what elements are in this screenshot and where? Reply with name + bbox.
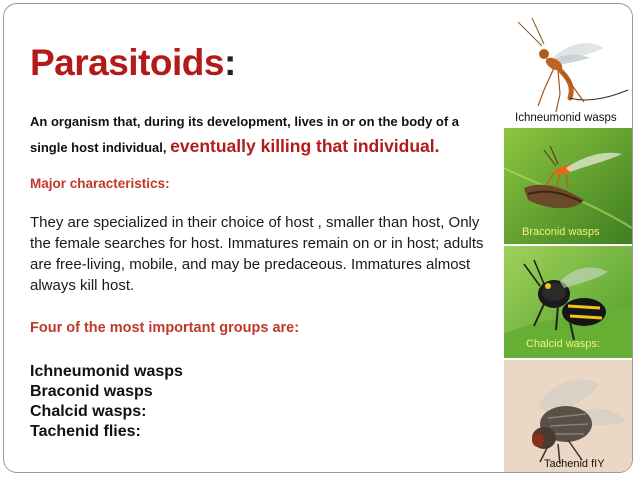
definition-text: An organism that, during its development, lives in or on the body of a single host individual, <box>30 114 460 155</box>
ichneumonid-wasp-photo <box>504 14 632 126</box>
ichneumonid-wasp-icon <box>504 14 632 126</box>
group-item: Ichneumonid wasps <box>30 363 183 380</box>
characteristics-paragraph: They are specialized in their choice of host , smaller than host, Only the female searches for host. Immatures remain on or in host; adults are free-living, mobile, and may be predaceous. Immatures almost always kill host. <box>30 214 484 294</box>
definition-emphasis: eventually killing that individual. <box>170 136 440 156</box>
photo-caption: Ichneumonid wasps <box>515 112 617 124</box>
group-item: Chalcid wasps: <box>30 403 147 420</box>
slide <box>3 3 633 473</box>
characteristics-heading: Major characteristics: <box>30 176 170 191</box>
groups-heading: Four of the most important groups are: <box>30 320 300 336</box>
tachinid-fly-icon <box>504 360 632 472</box>
title-word: Parasitoids <box>30 42 224 83</box>
photo-caption: Braconid wasps <box>522 226 600 238</box>
group-item: Tachenid flies: <box>30 423 141 440</box>
chalcid-wasp-photo <box>504 246 632 358</box>
braconid-wasp-photo <box>504 128 632 244</box>
tachinid-fly-photo <box>504 360 632 472</box>
definition-paragraph <box>30 110 500 160</box>
group-item: Braconid wasps <box>30 383 153 400</box>
slide-title <box>30 42 236 84</box>
photo-caption: Tachenid fIY <box>544 458 605 470</box>
photo-caption: Chalcid wasps: <box>526 338 600 350</box>
title-colon: : <box>223 42 236 83</box>
groups-list <box>30 362 183 442</box>
